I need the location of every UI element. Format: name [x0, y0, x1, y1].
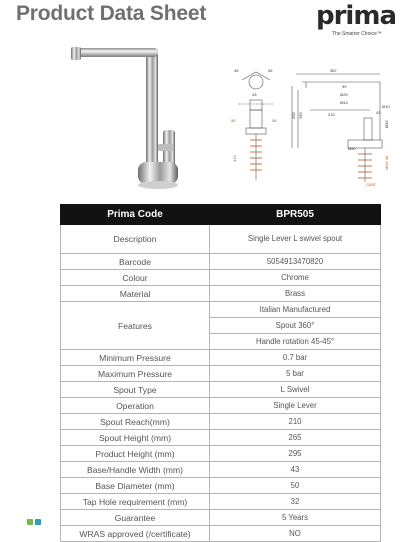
row-value: 5 bar	[210, 366, 381, 382]
row-value: Handle rotation 45-45°	[210, 334, 381, 350]
table-row	[61, 286, 381, 302]
table-row	[61, 270, 381, 286]
row-label: Operation	[61, 398, 210, 414]
side-technical-drawing	[228, 60, 286, 190]
table-row	[61, 302, 381, 318]
row-label: Description	[61, 225, 210, 254]
table-row	[61, 254, 381, 270]
row-label: Maximum Pressure	[61, 366, 210, 382]
dim-label: 295	[291, 112, 296, 119]
code-label: Prima Code	[61, 205, 210, 225]
dim-label: 45	[268, 68, 273, 73]
row-value: 50	[210, 478, 381, 494]
dim-label: MAX 40	[384, 155, 389, 170]
table-row	[61, 494, 381, 510]
dim-label: Ø50	[348, 146, 356, 151]
row-value: 295	[210, 446, 381, 462]
table-row	[61, 478, 381, 494]
row-value: 265	[210, 430, 381, 446]
row-value: 43	[210, 462, 381, 478]
dim-label: 58	[272, 118, 277, 123]
brand-tagline: The Smarter Choice™	[332, 31, 382, 37]
row-value: 0.7 bar	[210, 350, 381, 366]
row-label: Base Diameter (mm)	[61, 478, 210, 494]
dim-label: 210	[328, 112, 335, 117]
row-value: Spout 360°	[210, 318, 381, 334]
dim-label: 99	[342, 84, 347, 89]
dim-label: 410	[232, 155, 237, 162]
table-row	[61, 382, 381, 398]
tap-product-image	[58, 40, 198, 200]
row-value: NO	[210, 526, 381, 542]
dim-label: Ø43	[340, 100, 348, 105]
table-row	[61, 350, 381, 366]
table-row	[61, 510, 381, 526]
front-technical-drawing	[288, 60, 398, 192]
row-label: Spout Reach(mm)	[61, 414, 210, 430]
table-row	[61, 225, 381, 254]
row-value: L Swivel	[210, 382, 381, 398]
dim-label: Ø10	[382, 104, 390, 109]
table-row	[61, 430, 381, 446]
footer-brand-dots	[27, 518, 43, 526]
row-value: 32	[210, 494, 381, 510]
table-header-row	[61, 205, 381, 225]
brand-name: prima	[316, 1, 396, 31]
row-value: Chrome	[210, 270, 381, 286]
row-label: Base/Handle Width (mm)	[61, 462, 210, 478]
table-row	[61, 526, 381, 542]
table-row	[61, 414, 381, 430]
spec-table	[60, 204, 381, 542]
dim-label: 58	[231, 118, 236, 123]
dim-label: Ø29	[340, 92, 348, 97]
row-value: Single Lever	[210, 398, 381, 414]
code-value: BPR505	[210, 205, 381, 225]
row-value: Brass	[210, 286, 381, 302]
dim-label: 43	[252, 92, 257, 97]
page-title: Product Data Sheet	[16, 2, 207, 25]
row-label: Barcode	[61, 254, 210, 270]
dim-label: 265	[298, 112, 303, 119]
row-label: Features	[61, 302, 210, 350]
table-row	[61, 366, 381, 382]
dim-label: 387	[330, 68, 337, 73]
row-label: Spout Height (mm)	[61, 430, 210, 446]
row-value: Italian Manufactured	[210, 302, 381, 318]
row-label: Spout Type	[61, 382, 210, 398]
table-row	[61, 462, 381, 478]
row-value: Single Lever L swivel spout	[210, 225, 381, 254]
row-label: Tap Hole requirement (mm)	[61, 494, 210, 510]
row-label: Minimum Pressure	[61, 350, 210, 366]
row-value: 5054913470820	[210, 254, 381, 270]
brand-logo	[316, 2, 406, 42]
dim-label: 43	[376, 110, 381, 115]
table-row	[61, 398, 381, 414]
row-value: 210	[210, 414, 381, 430]
row-label: Material	[61, 286, 210, 302]
row-label: WRAS approved (/certificate)	[61, 526, 210, 542]
row-value: 5 Years	[210, 510, 381, 526]
dim-label: 45	[234, 68, 239, 73]
table-row	[61, 446, 381, 462]
row-label: Colour	[61, 270, 210, 286]
dim-label: G3/8"	[366, 182, 377, 187]
row-label: Product Height (mm)	[61, 446, 210, 462]
row-label: Guarantee	[61, 510, 210, 526]
dim-label: Ø45	[384, 120, 389, 128]
